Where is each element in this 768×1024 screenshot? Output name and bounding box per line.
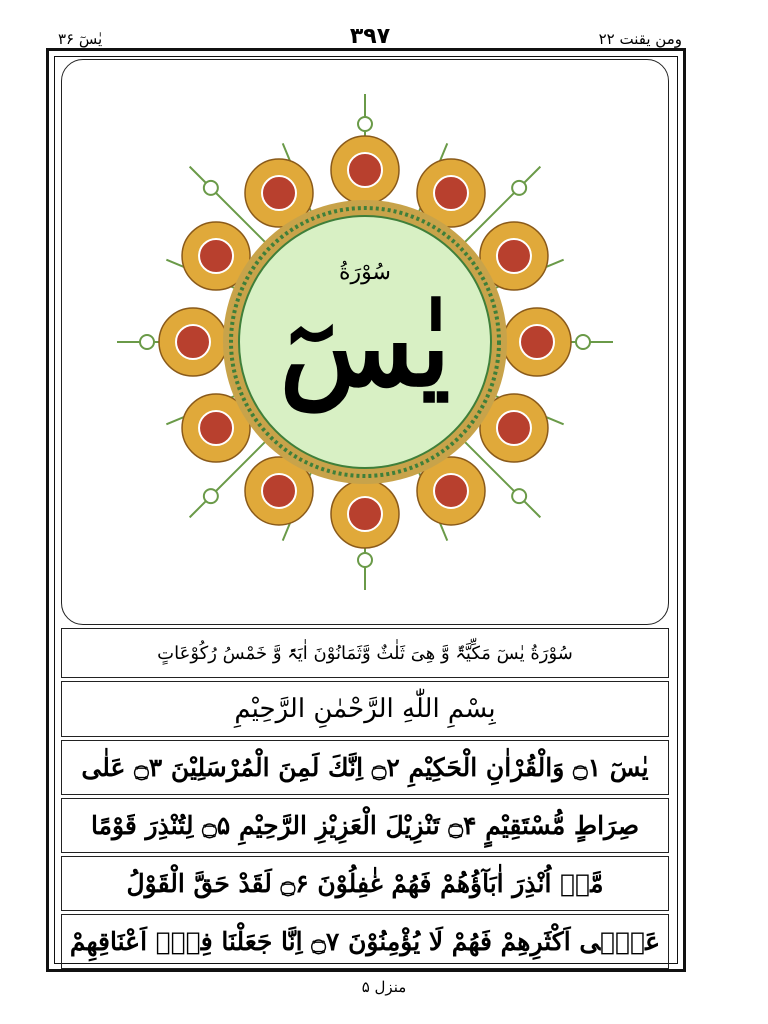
surah-title-panel <box>61 59 669 625</box>
ornament-bud <box>358 553 372 567</box>
ayah-line: صِرَاطٍ مُّسْتَقِیْمٍ ۝۴ تَنْزِیْلَ الْعَزِیْزِ الرَّحِیْمِ ۝۵ لِتُنْذِرَ قَوْمًا <box>61 798 669 853</box>
ornament-rosette <box>348 153 382 187</box>
ornament-rosette <box>434 176 468 210</box>
manzil-footer: منزل ۵ <box>361 978 407 996</box>
surah-header-label: یٰسٓ ۳۶ <box>58 30 103 48</box>
ornament-rosette <box>497 411 531 445</box>
juz-header-label: ومن یقنت ۲۲ <box>598 30 682 48</box>
surah-info-line: سُوْرَةُ یٰسٓ مَکِّیَّۃٌ وَّ هِیَ ثَلٰثٌ وَّثَمَانُوْنَ اٰیَۃً وَّ خَمْسُ رُکُوْعَاتٍ <box>61 628 669 678</box>
ornament-rosette <box>262 474 296 508</box>
ayah-line: عَلٰۤى اَكْثَرِهِمْ فَهُمْ لَا یُؤْمِنُوْنَ ۝۷ اِنَّا جَعَلْنَا فِیْۤ اَعْنَاقِهِمْ <box>61 914 669 969</box>
ornament-rosette <box>262 176 296 210</box>
page-header <box>50 24 690 50</box>
ornament-rosette <box>199 411 233 445</box>
surah-name-calligraphy: یٰسٓ <box>279 282 451 411</box>
ornament-bud <box>204 489 218 503</box>
ayah-line: مَّاۤ اُنْذِرَ اٰبَآؤُهُمْ فَهُمْ غٰفِلُوْنَ ۝۶ لَقَدْ حَقَّ الْقَوْلُ <box>61 856 669 911</box>
ornament-bud <box>204 181 218 195</box>
ornament-bud <box>512 181 526 195</box>
surah-word-label: سُوْرَةُ <box>339 260 391 285</box>
ornament-bud <box>512 489 526 503</box>
page-number: ۳۹۷ <box>349 24 391 49</box>
ornament-rosette <box>348 497 382 531</box>
ayah-line: یٰسٓ ۝۱ وَالْقُرْاٰنِ الْحَكِیْمِ ۝۲ اِنَّكَ لَمِنَ الْمُرْسَلِیْنَ ۝۳ عَلٰى <box>61 740 669 795</box>
ornament-rosette <box>434 474 468 508</box>
bismillah-line: بِسْمِ اللّٰهِ الرَّحْمٰنِ الرَّحِیْمِ <box>61 681 669 737</box>
ornament-bud <box>358 117 372 131</box>
page-frame <box>46 48 686 972</box>
